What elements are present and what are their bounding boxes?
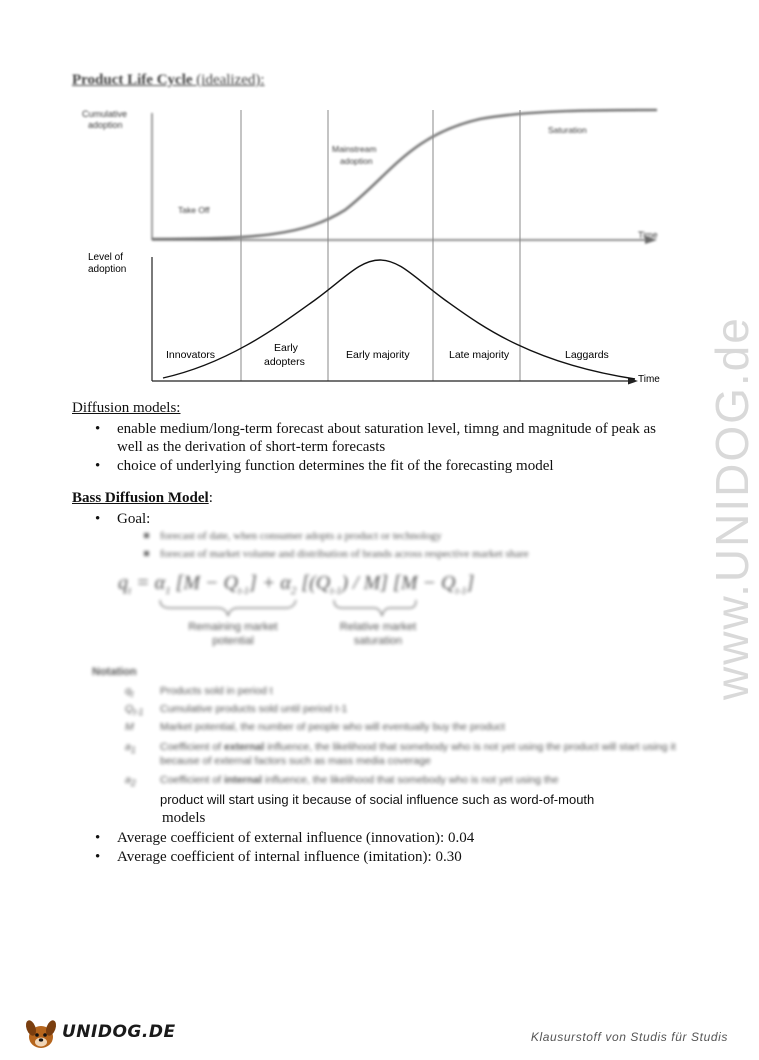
notation-desc-5 [160,773,680,787]
brace-2 [334,600,416,616]
symbol-sub: 2 [130,778,136,789]
bullet-dot: • [95,458,101,474]
bullet-dot: • [95,849,101,865]
bass-heading-colon: : [208,490,213,506]
formula-lhs-sub: t [128,585,132,597]
symbol-sub: t-1 [133,707,144,718]
dog-eye-right [43,1033,47,1037]
segment-early-1: Early [274,342,298,354]
symbol-sub: t [130,689,134,700]
page-title [72,72,265,89]
segment-early-majority: Early majority [346,349,410,361]
top-y-label-2: adoption [88,120,123,130]
diffusion-heading: Diffusion models: [72,400,181,416]
formula-term2-end: ) / M] [341,572,389,594]
formula-eq: = [136,572,150,594]
avg-bullet-2 [95,848,462,866]
diffusion-bullet-1 [95,420,697,438]
formula-term1-sub: t-1 [237,586,250,597]
bass-heading: Bass Diffusion Model [72,490,209,506]
mainstream-label-1: Mainstream [332,144,377,154]
formula-p: α [154,572,166,594]
formula-term3: [M − Q [393,572,456,594]
title-sub: (idealized): [196,72,265,88]
diffusion-bullet-2 [95,457,697,475]
desc-bold: external [224,741,265,753]
formula-term3-sub: t-1 [455,586,467,597]
notation-desc-3: Market potential, the number of people who will eventually buy the product [160,721,505,733]
level-of-adoption-panel [88,252,660,385]
dog-logo-icon [22,1014,60,1052]
brace-label-2 [308,620,448,648]
goal-item-2-text: forecast of market volume and distribution of brands across respective market share [160,548,529,560]
brace-1 [160,600,296,616]
goal-row [95,510,151,528]
brace-label-2-line-1: Relative market [339,621,417,633]
goal-item-2 [160,548,529,560]
footer-tagline: Klausurstoff von Studis für Studis [530,1030,728,1044]
goal-item-1-text: forecast of date, when consumer adopts a product or technology [160,530,442,542]
square-bullet [144,533,149,538]
bottom-y-label-1: Level of [88,252,124,263]
desc-post: influence, the likelihood that somebody who is not yet using the [261,774,559,786]
brace-label-1-line-1: Remaining market [188,621,278,633]
top-y-label-1: Cumulative [82,109,128,119]
saturation-label: Saturation [548,125,587,135]
formula-term1-end: ] [249,572,257,594]
symbol: a [125,741,131,753]
notation-symbol-2 [125,702,143,719]
desc-pre: Coefficient of [160,774,225,786]
avg-bullet-1-text: Average coefficient of external influence (innovation): 0.04 [117,830,475,846]
watermark: www.UNIDOG.de [706,316,758,700]
notation-symbol-5 [125,773,136,790]
symbol: M [125,721,134,733]
formula-term3-end: ] [466,572,475,594]
bell-curve [163,260,635,379]
cumulative-adoption-panel [82,109,658,244]
product-life-cycle-diagram [60,95,680,390]
diffusion-bullet-2-text: choice of underlying function determines the fit of the forecasting model [117,458,554,474]
title-main: Product Life Cycle [72,72,193,88]
take-off-label: Take Off [178,205,210,215]
avg-bullet-1 [95,829,475,847]
top-x-label: Time [638,230,658,240]
segment-early-adopters-2: adopters [264,356,305,368]
notation-desc-4 [160,740,680,768]
bottom-x-label: Time [638,374,660,385]
notation-desc-1: Products sold in period t [160,685,273,697]
notation-symbol-4 [125,740,136,757]
notation-continuation-2: models [162,810,206,826]
avg-bullet-2-text: Average coefficient of internal influence (imitation): 0.30 [117,849,462,865]
phase-dividers [241,110,520,381]
formula-p-sub: 1 [165,585,171,597]
brace-label-1-line-2: potential [212,635,254,647]
formula-line [118,572,474,597]
notation-desc-2: Cumulative products sold until period t-1 [160,703,348,715]
formula-q: α [280,572,291,594]
formula-lhs: q [118,572,128,594]
notation-heading: Notation [92,666,137,678]
goal-item-1 [160,530,442,542]
goal-label: Goal: [117,511,151,527]
diffusion-bullet-1-line-2: well as the derivation of short-term forecasts [117,439,386,455]
dog-nose [39,1038,43,1041]
bullet-dot: • [95,421,101,437]
brace-label-1 [158,620,308,648]
bass-heading-row [72,490,213,507]
notation-symbol-1 [125,684,133,701]
formula-q-sub: 2 [290,585,297,597]
desc-bold: internal [224,774,262,786]
bullet-dot: • [95,830,101,846]
notation-continuation: product will start using it because of social influence such as word-of-mouth [160,792,595,807]
desc-pre: Coefficient of [160,741,225,753]
logo-text: UNIDOG.DE [62,1022,176,1042]
dog-eye-left [35,1033,39,1037]
diffusion-bullet-1-continued [117,438,697,456]
square-bullet [144,551,149,556]
segment-innovators: Innovators [166,349,216,361]
desc-post: influence, the likelihood that somebody who is not yet using the product will start using it because of external factors such as mass media coverage [160,741,676,767]
mainstream-label-2: adoption [340,156,373,166]
symbol: a [125,774,131,786]
formula-braces [158,598,418,618]
formula-term1: [M − Q [175,572,238,594]
brace-label-2-line-2: saturation [353,635,403,647]
segment-late-majority: Late majority [449,349,510,361]
formula-term2-sub: t-1 [330,586,342,597]
symbol-sub: 1 [130,745,136,756]
formula-term2: [(Q [301,572,331,594]
symbol: q [125,685,131,697]
diffusion-bullet-1-line-1: enable medium/long-term forecast about saturation level, timng and magnitude of peak as [117,421,656,437]
bullet-dot: • [95,511,101,527]
symbol: Q [125,703,134,715]
formula-plus: + [261,572,276,594]
segment-laggards: Laggards [565,349,609,361]
notation-symbol-3 [125,720,134,734]
bottom-y-label-2: adoption [88,264,127,275]
